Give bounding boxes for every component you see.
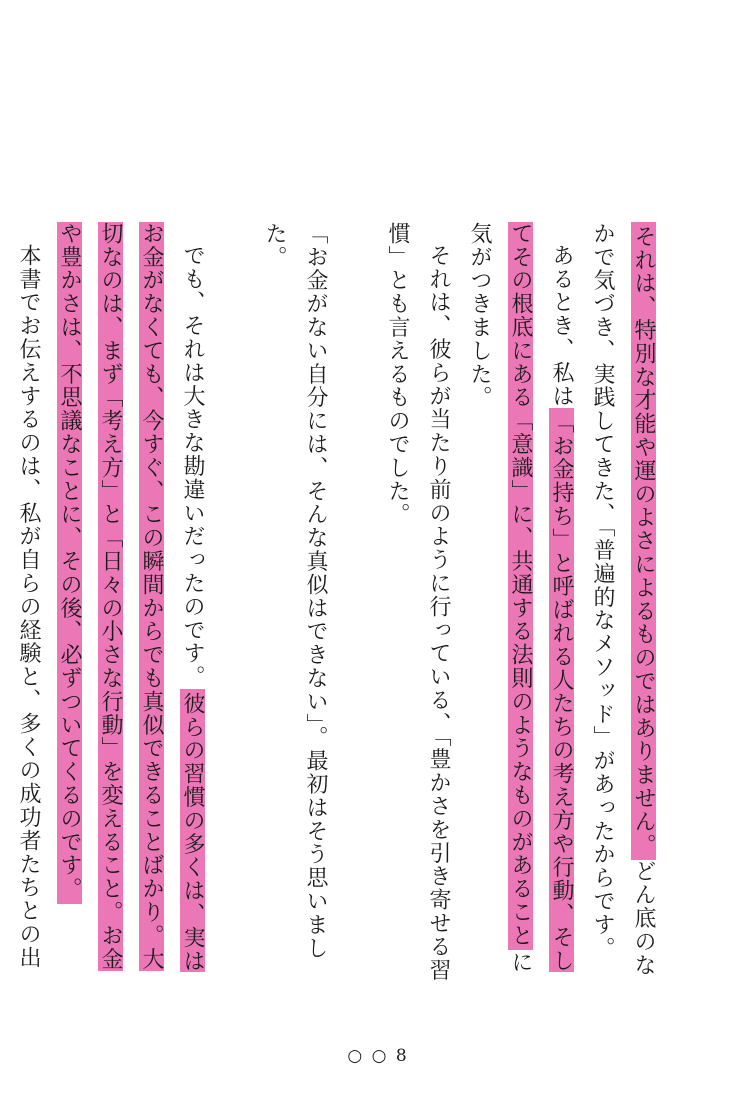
body-text-run: 「お金がない自分には、そんな真似はできない」。最初はそう思いました。 [262, 222, 328, 960]
paragraph [582, 222, 664, 982]
body-text-run: あるとき、私は [549, 244, 574, 408]
page-number: 8 [395, 1046, 409, 1066]
body-text-run: でも、それは大きな勘違いだったのです。 [180, 244, 205, 689]
paragraph [49, 222, 213, 982]
body-text-run: 本書でお伝えするのは、私が自らの経験と、多くの成功者たちとの出 [16, 244, 41, 970]
page-footer [0, 1046, 756, 1066]
body-text-run: に気がつきました。 [467, 222, 533, 974]
paragraph-gap [213, 222, 254, 982]
body-text-run: それは、彼らが当たり前のように行っている、「豊かさを引き寄せる習慣」とも言えるものでした。 [385, 222, 451, 982]
folio-ornament: ○ ○ [347, 1046, 389, 1066]
highlighted-text: それは、特別な才能や運のよさによるものではありません。 [631, 222, 656, 860]
paragraph [254, 222, 336, 982]
body-text [16, 222, 664, 982]
highlighted-text: 「お金持ち」と呼ばれる人たちの考え方や行動、そしてその根底にある「意識」に、共通する法則のようなものがあること [508, 222, 574, 973]
paragraph [459, 222, 582, 982]
highlighted-text: 彼らの習慣の多くは、実はお金がなくても、今すぐ、この瞬間からでも真似できることばかり。大切なのは、まず「考え方」と「日々の小さな行動」を変えること。お金や豊かさは、不思議なことに、その後、必ずついてくるのです。 [57, 222, 205, 973]
paragraph [0, 222, 49, 982]
body-text-run: どん底のなかで気づき、実践してきた、「普遍的なメソッド」があったからです。 [590, 222, 656, 977]
paragraph [377, 222, 459, 982]
paragraph-gap [336, 222, 377, 982]
